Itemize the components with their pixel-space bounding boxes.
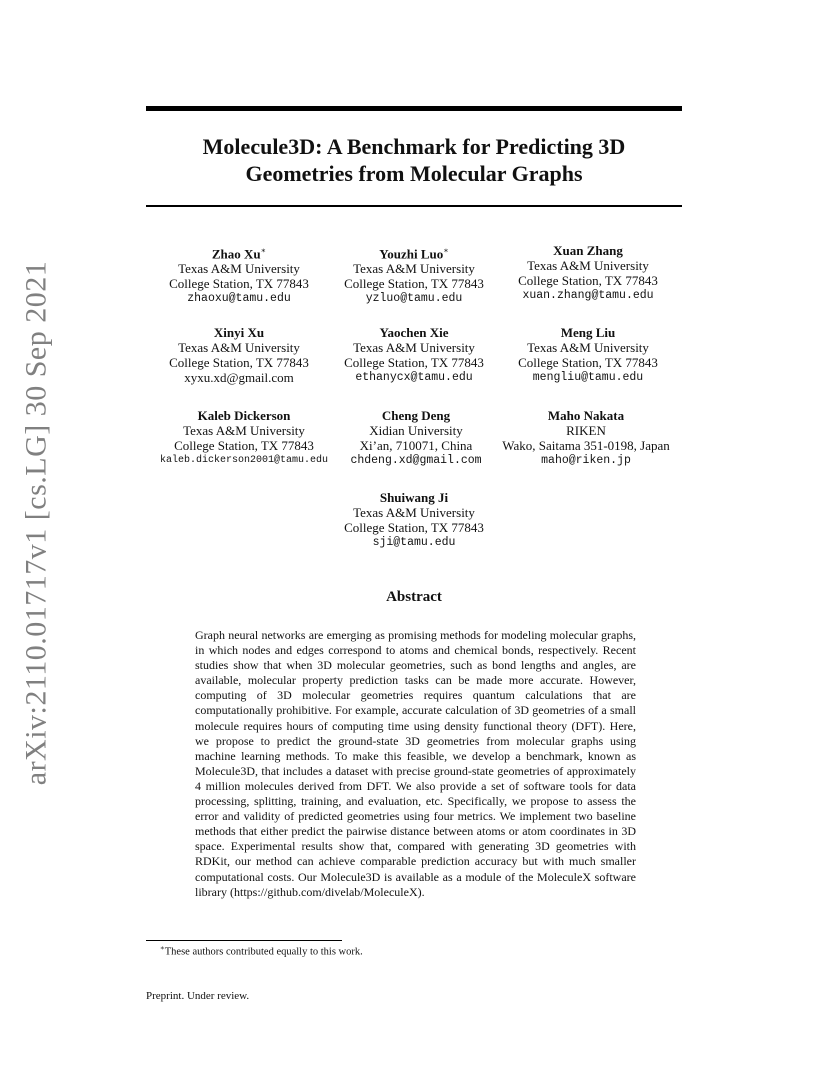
- author-email: xuan.zhang@tamu.edu: [522, 289, 654, 302]
- footnote: [160, 944, 363, 958]
- author-email: yzluo@tamu.edu: [365, 292, 463, 306]
- author-address: College Station, TX 77843: [344, 276, 484, 292]
- author-affiliation: Texas A&M University: [178, 340, 300, 355]
- paper-title: [146, 133, 682, 187]
- arxiv-stamp: [14, 260, 58, 786]
- author-email: ethanycx@tamu.edu: [355, 371, 473, 384]
- author-name: Maho Nakata: [547, 408, 625, 423]
- author-email: mengliu@tamu.edu: [532, 371, 644, 384]
- author-affiliation: Texas A&M University: [353, 261, 475, 277]
- author-address: College Station, TX 77843: [169, 355, 309, 370]
- footnote-rule: [146, 940, 342, 941]
- author-name: Yaochen Xie: [379, 325, 449, 340]
- author-block: [478, 243, 698, 303]
- author-name: Xuan Zhang: [553, 243, 623, 258]
- author-block: [478, 325, 698, 385]
- author-name: Cheng Deng: [381, 408, 451, 423]
- arxiv-stamp-text: arXiv:2110.01717v1 [cs.LG] 30 Sep 2021: [19, 260, 52, 786]
- author-address: College Station, TX 77843: [174, 438, 314, 453]
- preprint-note: Preprint. Under review.: [146, 990, 250, 1002]
- footnote-mark: ∗: [160, 944, 165, 952]
- author-name: Kaleb Dickerson: [197, 408, 291, 423]
- author-email: maho@riken.jp: [541, 454, 631, 467]
- abstract-body: Graph neural networks are emerging as promising methods for modeling molecular graphs, in which nodes and edges correspond to atoms and chemical bonds, respectively. Recent studies show that when 3D molecular geometries, such as bond lengths and angles, are available, molecular property prediction tasks can be made more accurate. However, computing of 3D molecular geometries requires quantum calculations that are computationally prohibitive. For example, accurate calculation of 3D geometries of a small molecule requires hours of computing time using density functional theory (DFT). Here, we propose to predict the ground-state 3D geometries from molecular graphs using machine learning methods. To make this feasible, we develop a benchmark, known as Molecule3D, that includes a dataset with precise ground-state geometries of approximately 4 million molecules derived from DFT. We also provide a set of software tools for data processing, splitting, training, and evaluation, etc. Specifically, we propose to assess the error and validity of predicted geometries using four metrics. We implement two baseline methods that either predict the pairwise distance between atoms or atom coordinates in 3D space. Experimental results show that, compared with generating 3D geometries with RDKit, our method can achieve comparable prediction accuracy but with much smaller computational costs. Our Molecule3D is available as a module of the MoleculeX software library (https://github.com/divelab/MoleculeX).: [195, 628, 636, 899]
- author-address: College Station, TX 77843: [169, 276, 309, 292]
- author-name: Meng Liu: [560, 325, 616, 340]
- author-name: Shuiwang Ji: [379, 490, 449, 505]
- author-email: kaleb.dickerson2001@tamu.edu: [159, 455, 329, 466]
- author-name: Zhao Xu: [211, 246, 261, 262]
- author-address: College Station, TX 77843: [344, 520, 484, 535]
- title-bottom-rule: [146, 205, 682, 207]
- equal-contribution-mark: ∗: [260, 246, 267, 255]
- title-line-2: Geometries from Molecular Graphs: [245, 161, 583, 186]
- abstract-heading: Abstract: [386, 589, 442, 605]
- author-name: Xinyi Xu: [213, 325, 265, 340]
- author-affiliation: Texas A&M University: [527, 258, 649, 273]
- author-affiliation: Texas A&M University: [353, 505, 475, 520]
- author-affiliation: Texas A&M University: [178, 261, 300, 277]
- footnote-text: These authors contributed equally to this work.: [164, 946, 363, 958]
- title-top-rule: [146, 106, 682, 111]
- author-block: [476, 408, 696, 468]
- author-email: sji@tamu.edu: [372, 536, 456, 549]
- author-affiliation: RIKEN: [566, 423, 606, 438]
- equal-contribution-mark: ∗: [443, 246, 449, 255]
- author-block: [304, 490, 524, 550]
- author-address: College Station, TX 77843: [518, 355, 658, 370]
- author-affiliation: Texas A&M University: [183, 423, 305, 438]
- author-address: Wako, Saitama 351-0198, Japan: [502, 438, 670, 453]
- author-email: chdeng.xd@gmail.com: [350, 454, 482, 467]
- author-address: College Station, TX 77843: [344, 355, 484, 370]
- author-affiliation: Texas A&M University: [527, 340, 649, 355]
- author-email: zhaoxu@tamu.edu: [187, 292, 291, 306]
- author-email: xyxu.xd@gmail.com: [184, 370, 294, 385]
- author-address: College Station, TX 77843: [518, 273, 658, 288]
- author-address: Xi’an, 710071, China: [359, 438, 473, 453]
- author-affiliation: Texas A&M University: [353, 340, 475, 355]
- author-name: Youzhi Luo: [379, 246, 444, 262]
- author-affiliation: Xidian University: [369, 423, 463, 438]
- title-line-1: Molecule3D: A Benchmark for Predicting 3D: [202, 134, 626, 159]
